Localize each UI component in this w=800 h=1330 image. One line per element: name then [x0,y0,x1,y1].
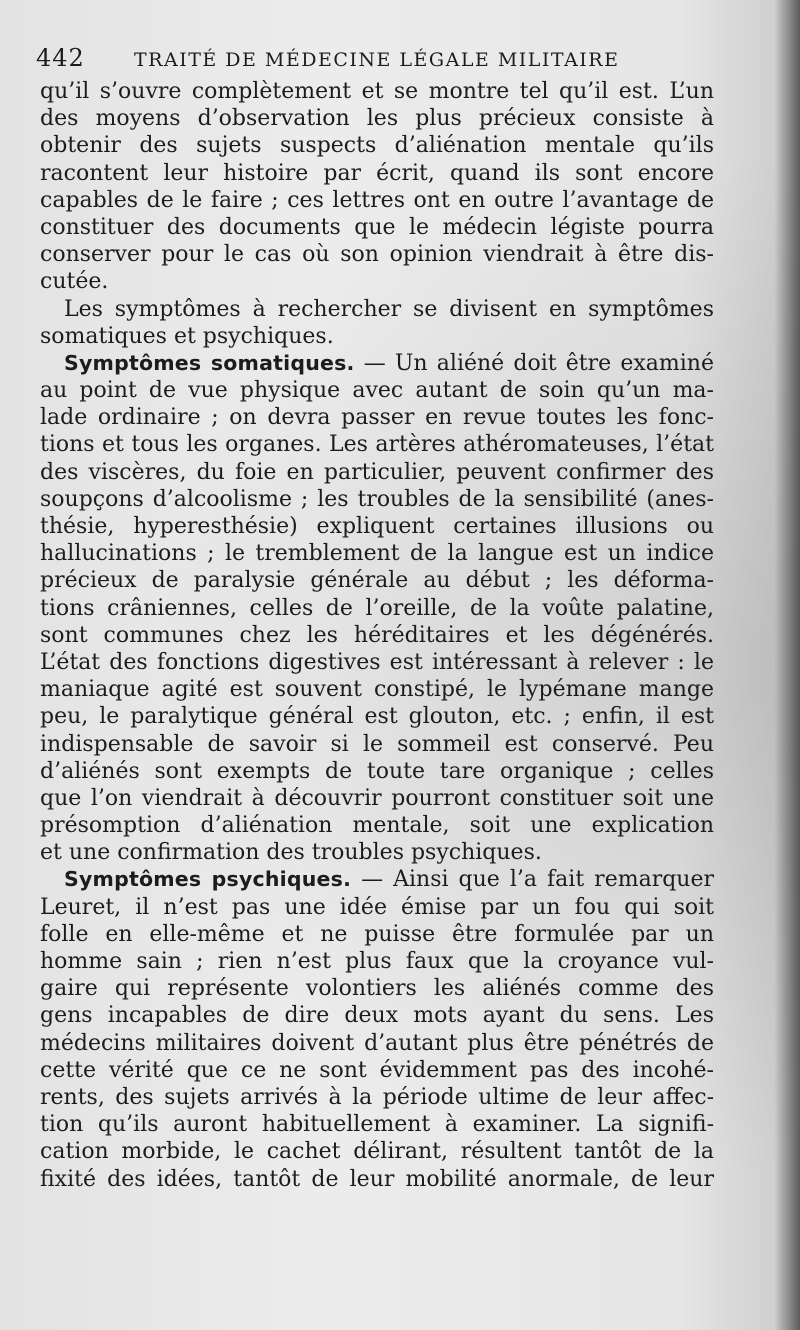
text-line: tions crâniennes, celles de l’oreille, de la voûte palatine, [40,595,714,621]
text-line: homme sain ; rien n’est plus faux que la croyance vul- [40,949,714,974]
text-line: qu’il s’ouvre complètement et se montre tel qu’il est. L’un [40,79,714,104]
text-line: Leuret, il n’est pas une idée émise par un fou qui soit [40,894,714,920]
paragraph-lead-line [40,350,714,377]
text-line: tions et tous les organes. Les artères athéromateuses, l’état [40,432,714,458]
text-line: conserver pour le cas où son opinion viendrait à être dis- [40,242,714,268]
text-line: cutée. [40,269,109,295]
section-heading-somatiques: Symptômes somatiques. [64,350,355,375]
text-line: somatiques et psychiques. [40,323,334,349]
text-line: au point de vue physique avec autant de soin qu’un ma- [40,378,714,404]
text-line: gens incapables de dire deux mots ayant du sens. Les [40,1003,714,1029]
text-line: sont communes chez les héréditaires et les dégénérés. [40,622,714,648]
text-line: indispensable de savoir si le sommeil est conservé. Peu [40,731,714,757]
text-line: rents, des sujets arrivés à la période ultime de leur affec- [40,1084,714,1110]
text-line: lade ordinaire ; on devra passer en revue toutes les fonc- [40,405,714,431]
text-line: Les symptômes à rechercher se divisent en symptômes [64,296,714,322]
running-title: TRAITÉ DE MÉDECINE LÉGALE MILITAIRE [134,49,620,71]
text-line: soupçons d’alcoolisme ; les troubles de la sensibilité (anes- [40,486,714,512]
text-line: hallucinations ; le tremblement de la langue est un indice [40,541,714,567]
text-line: cette vérité que ce ne sont évidemment pas des incohé- [40,1057,714,1083]
body-text [40,78,714,1193]
text-line: médecins militaires doivent d’autant plus être pénétrés de [40,1030,714,1056]
text-line: L’état des fonctions digestives est intéressant à relever : le [40,649,714,675]
text-line: présomption d’aliénation mentale, soit une explication [40,813,714,839]
page-gutter-shadow [774,0,800,1330]
section-heading-psychiques: Symptômes psychiques. [64,867,352,892]
text-line: obtenir des sujets suspects d’aliénation mentale qu’ils [40,133,714,159]
text-line: peu, le paralytique général est glouton, etc. ; enfin, il est [40,704,714,730]
text-line: constituer des documents que le médecin légiste pourra [40,214,714,240]
text-line: racontent leur histoire par écrit, quand ils sont encore [40,160,714,186]
page-header [36,38,716,78]
paragraph-lead-line [40,866,714,893]
text-line: capables de le faire ; ces lettres ont en outre l’avantage de [40,187,714,213]
text-line: folle en elle-même et ne puisse être formulée par un [40,921,714,947]
text-line: cation morbide, le cachet délirant, résultent tantôt de la [40,1139,714,1165]
text-line: d’aliénés sont exempts de toute tare organique ; celles [40,758,714,784]
text-line: des viscères, du foie en particulier, peuvent confirmer des [40,459,714,485]
text-line: gaire qui représente volontiers les aliénés comme des [40,976,714,1002]
text-line: précieux de paralysie générale au début ; les déforma- [40,568,714,594]
text-line: thésie, hyperesthésie) expliquent certaines illusions ou [40,514,714,539]
text-span: — Un aliéné doit être examiné [354,350,714,376]
text-line: des moyens d’observation les plus précieux consiste à [40,106,714,132]
text-line: et une confirmation des troubles psychiques. [40,840,542,866]
text-span: — Ainsi que l’a fait remarquer [351,867,714,893]
text-line: fixité des idées, tantôt de leur mobilité anormale, de leur [40,1166,714,1192]
text-line: tion qu’ils auront habituellement à examiner. La signifi- [40,1112,714,1138]
text-line: maniaque agité est souvent constipé, le lypémane mange [40,677,714,703]
page-number: 442 [36,44,85,72]
text-line: que l’on viendrait à découvrir pourront constituer soit une [40,785,714,811]
